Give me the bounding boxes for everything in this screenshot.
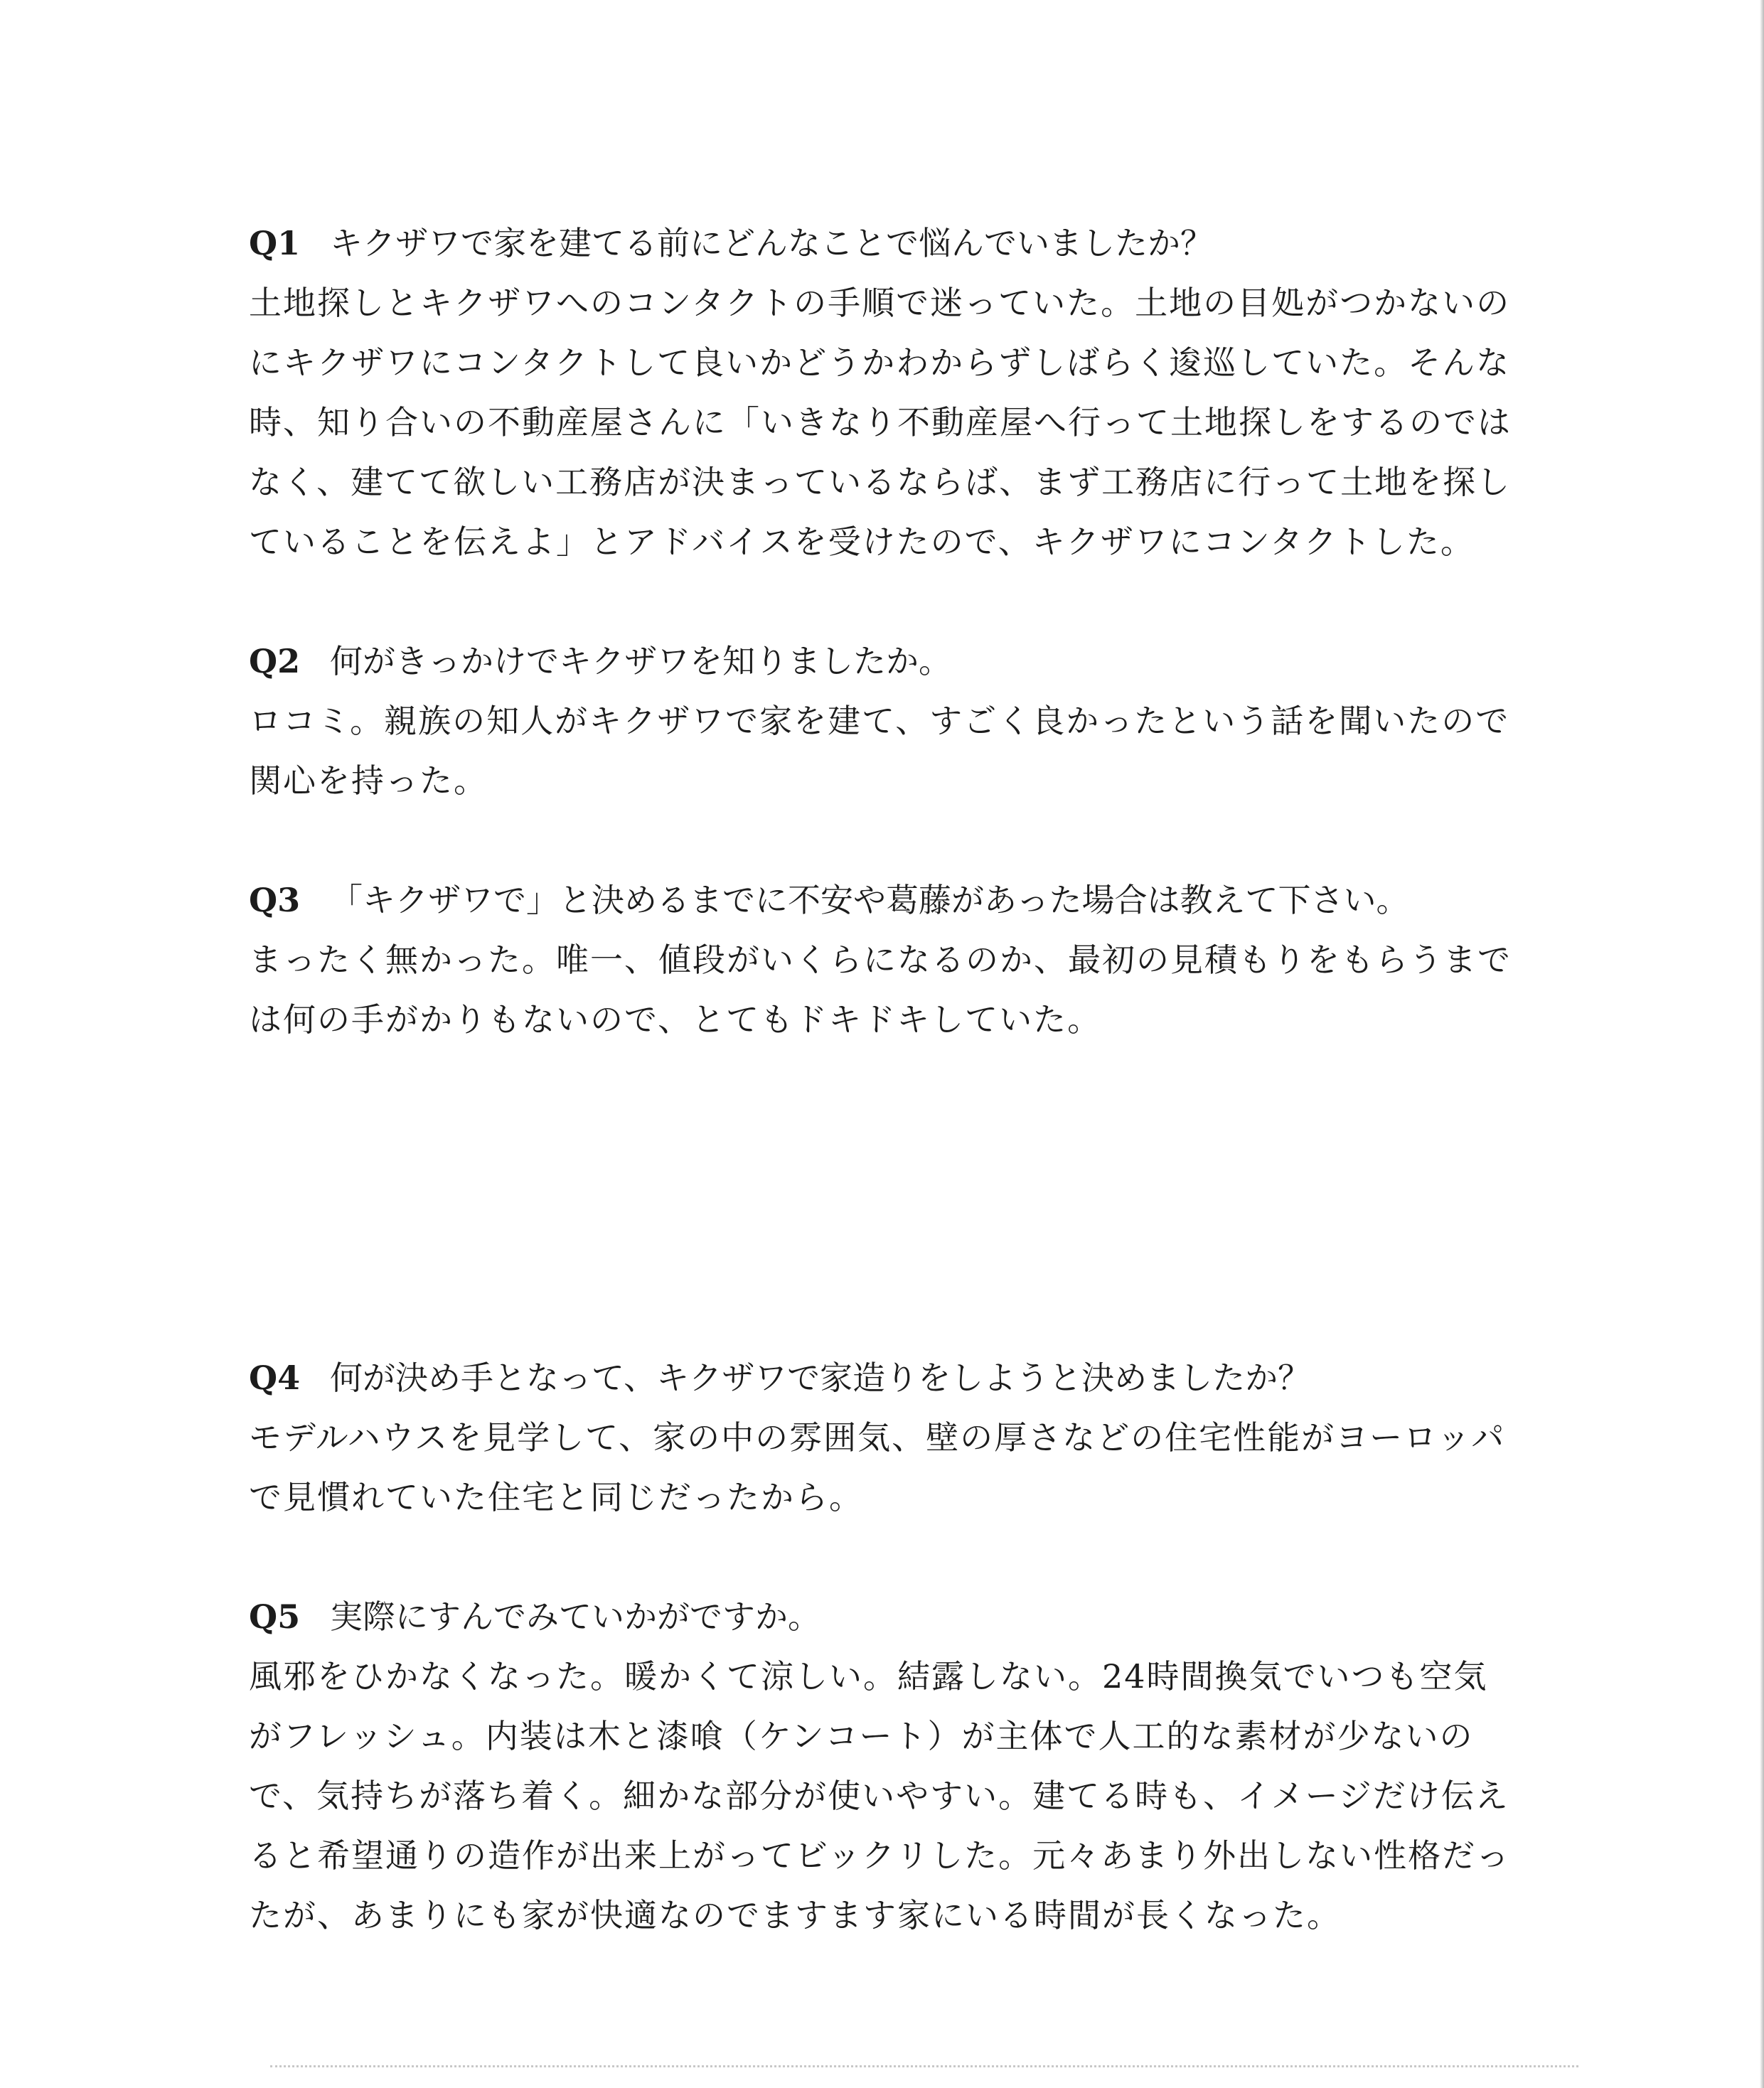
answer-text: 土地探しとキクザワへのコンタクトの手順で迷っていた。土地の目処がつかないのにキクザワにコンタクトして良いかどうかわからずしばらく逡巡していた。そんな時、知り合いの不動産屋さんに「いきなり不動産屋へ行って土地探しをするのではなく、建てて欲しい工務店が決まっているならば、まず工務店に行って土地を探していることを伝えよ」とアドバイスを受けたので、キクザワにコンタクトした。 <box>249 284 1512 561</box>
qa-item-5 <box>249 1587 1522 1945</box>
question-line <box>249 1348 1522 1408</box>
qa-item-1 <box>249 213 1522 572</box>
answer-text: ロコミ。親族の知人がキクザワで家を建て、すごく良かったという話を聞いたので関心を持った。 <box>249 702 1510 800</box>
question-text: 実際にすんでみていかがですか。 <box>330 1597 820 1636</box>
answer-text: まったく無かった。唯一、値段がいくらになるのか、最初の見積もりをもらうまでは何の手がかりもないので、とてもドキドキしていた。 <box>249 941 1512 1039</box>
question-line <box>249 1587 1522 1647</box>
question-number: Q4 <box>249 1359 301 1397</box>
spacer <box>249 572 1522 631</box>
spacer-large <box>249 1049 1522 1348</box>
qa-item-3 <box>249 870 1522 1049</box>
spacer <box>249 1527 1522 1587</box>
answer-text: モデルハウスを見学して、家の中の雰囲気、壁の厚さなどの住宅性能がヨーロッパで見慣れていた住宅と同じだったから。 <box>249 1418 1506 1516</box>
scan-edge-shadow <box>1760 0 1764 2088</box>
document-body <box>249 213 1522 1945</box>
question-text: キクザワで家を建てる前にどんなことで悩んでいましたか？ <box>330 224 1213 262</box>
question-text: 「キクザワで」と決めるまでに不安や葛藤があった場合は教えて下さい。 <box>330 881 1409 919</box>
question-line <box>249 213 1522 273</box>
spacer <box>249 810 1522 870</box>
question-number: Q5 <box>249 1597 301 1636</box>
question-number: Q2 <box>249 642 301 680</box>
qa-item-2 <box>249 631 1522 810</box>
scan-bottom-artifact <box>270 2065 1578 2072</box>
question-text: 何がきっかけでキクザワを知りましたか。 <box>330 642 951 680</box>
question-line <box>249 631 1522 691</box>
question-number: Q1 <box>249 224 301 262</box>
question-number: Q3 <box>249 881 301 919</box>
answer-text: 風邪をひかなくなった。暖かくて涼しい。結露しない。24時間換気でいつも空気がフレッシュ。内装は木と漆喰（ケンコート）が主体で人工的な素材が少ないので、気持ちが落ち着く。細かな部分が使いやすい。建てる時も、イメージだけ伝えると希望通りの造作が出来上がってビックリした。元々あまり外出しない性格だったが、あまりにも家が快適なのでますます家にいる時間が長くなった。 <box>249 1657 1511 1934</box>
question-line <box>249 870 1522 930</box>
question-text: 何が決め手となって、キクザワで家造りをしようと決めましたか？ <box>330 1359 1311 1397</box>
qa-item-4 <box>249 1348 1522 1527</box>
